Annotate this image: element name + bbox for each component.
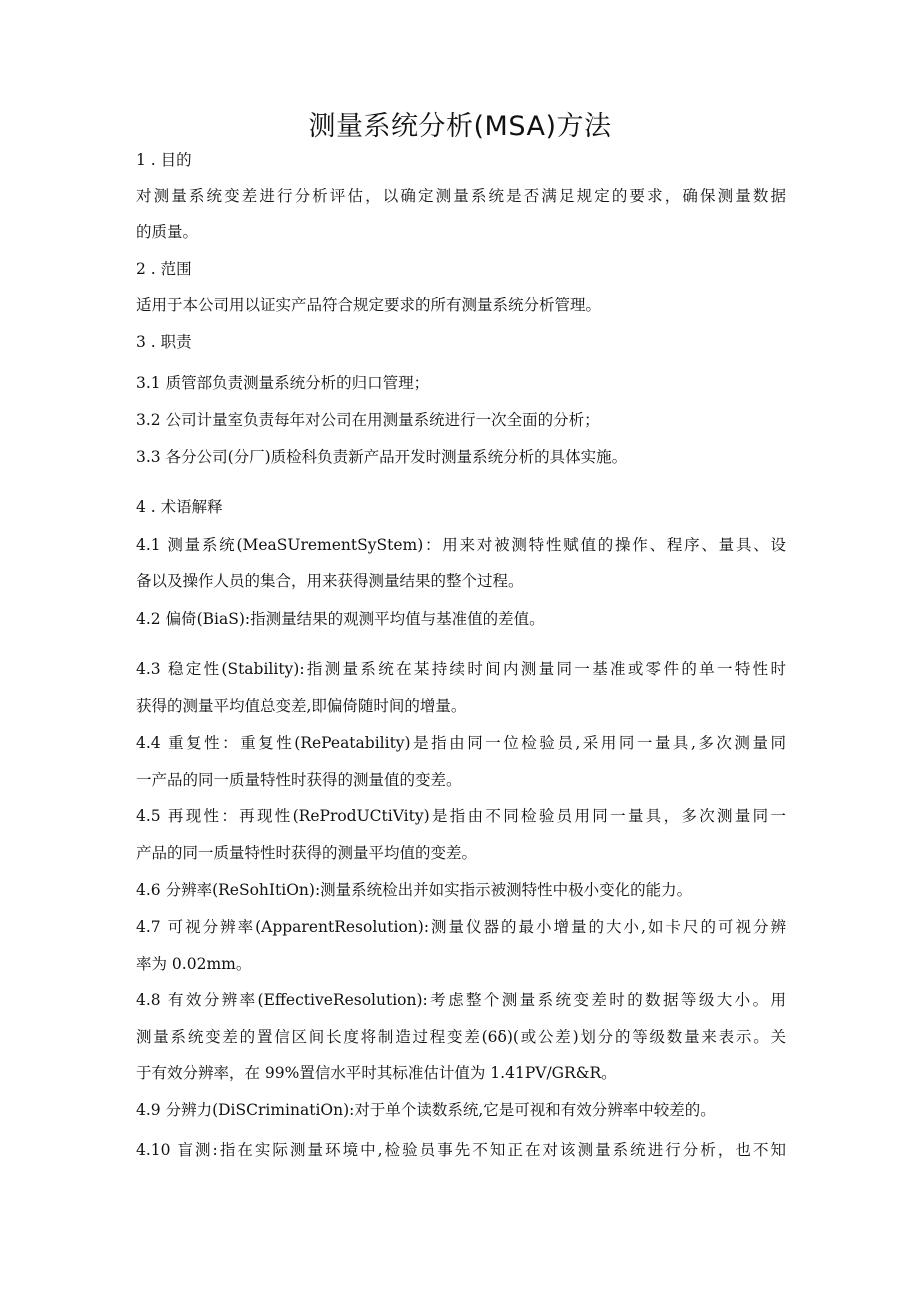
item-4-5-line-1: 4.5 再现性：再现性(ReProdUCtiVity)是指由不同检验员用同一量具，多次测量同一 [136, 807, 786, 825]
item-4-8-line-1: 4.8 有效分辨率(EffectiveResolution):考虑整个测量系统变差时的数据等级大小。用 [136, 991, 786, 1009]
section-3-heading: 3 . 职责 [136, 333, 192, 351]
page-title: 测量系统分析(MSA)方法 [308, 111, 612, 142]
item-4-1-line-1: 4.1 测量系统(MeaSUrementSyStem)：用来对被测特性赋值的操作、程序、量具、设 [136, 536, 786, 554]
item-4-5-line-2: 产品的同一质量特性时获得的测量平均值的变差。 [136, 844, 478, 862]
section-1-text-line-1: 对测量系统变差进行分析评估，以确定测量系统是否满足规定的要求，确保测量数据 [136, 187, 786, 205]
section-1-text-line-2: 的质量。 [136, 223, 199, 241]
section-2-text: 适用于本公司用以证实产品符合规定要求的所有测量系统分析管理。 [136, 296, 602, 314]
item-4-4-line-1: 4.4 重复性：重复性(RePeatability)是指由同一位检验员,采用同一量具,多次测量同 [136, 734, 786, 752]
item-4-8-line-2: 测量系统变差的置信区间长度将制造过程变差(6δ)(或公差)划分的等级数量来表示。关 [136, 1028, 786, 1046]
item-4-3-line-2: 获得的测量平均值总变差,即偏倚随时间的增量。 [136, 697, 467, 715]
item-4-4-line-2: 一产品的同一质量特性时获得的测量值的变差。 [136, 771, 462, 789]
item-4-7-line-1: 4.7 可视分辨率(ApparentResolution):测量仪器的最小增量的大小,如卡尺的可视分辨 [136, 918, 786, 936]
item-3-2: 3.2 公司计量室负责每年对公司在用测量系统进行一次全面的分析； [136, 411, 600, 429]
item-4-9: 4.9 分辨力(DiSCriminatiOn):对于单个读数系统,它是可视和有效分辨率中较差的。 [136, 1101, 716, 1119]
item-3-1: 3.1 质管部负责测量系统分析的归口管理； [136, 374, 430, 392]
item-4-6: 4.6 分辨率(ReSohItiOn):测量系统检出并如实指示被测特性中极小变化的能力。 [136, 881, 693, 899]
item-4-2: 4.2 偏倚(BiaS):指测量结果的观测平均值与基准值的差值。 [136, 610, 545, 628]
item-4-3-line-1: 4.3 稳定性(Stability):指测量系统在某持续时间内测量同一基准或零件的单一特性时 [136, 660, 786, 678]
item-4-8-line-3: 于有效分辨率，在 99%置信水平时其标准估计值为 1.41PV/GR&R。 [136, 1064, 617, 1082]
item-4-10-line-1: 4.10 盲测:指在实际测量环境中,检验员事先不知正在对该测量系统进行分析，也不知 [136, 1141, 786, 1159]
item-3-3: 3.3 各分公司(分厂)质检科负责新产品开发时测量系统分析的具体实施。 [136, 448, 628, 466]
item-4-1-line-2: 备以及操作人员的集合，用来获得测量结果的整个过程。 [136, 572, 524, 590]
section-2-heading: 2 . 范围 [136, 260, 192, 278]
section-4-heading: 4 . 术语解释 [136, 498, 223, 516]
section-1-heading: 1 . 目的 [136, 151, 192, 169]
item-4-7-line-2: 率为 0.02mm。 [136, 955, 252, 973]
